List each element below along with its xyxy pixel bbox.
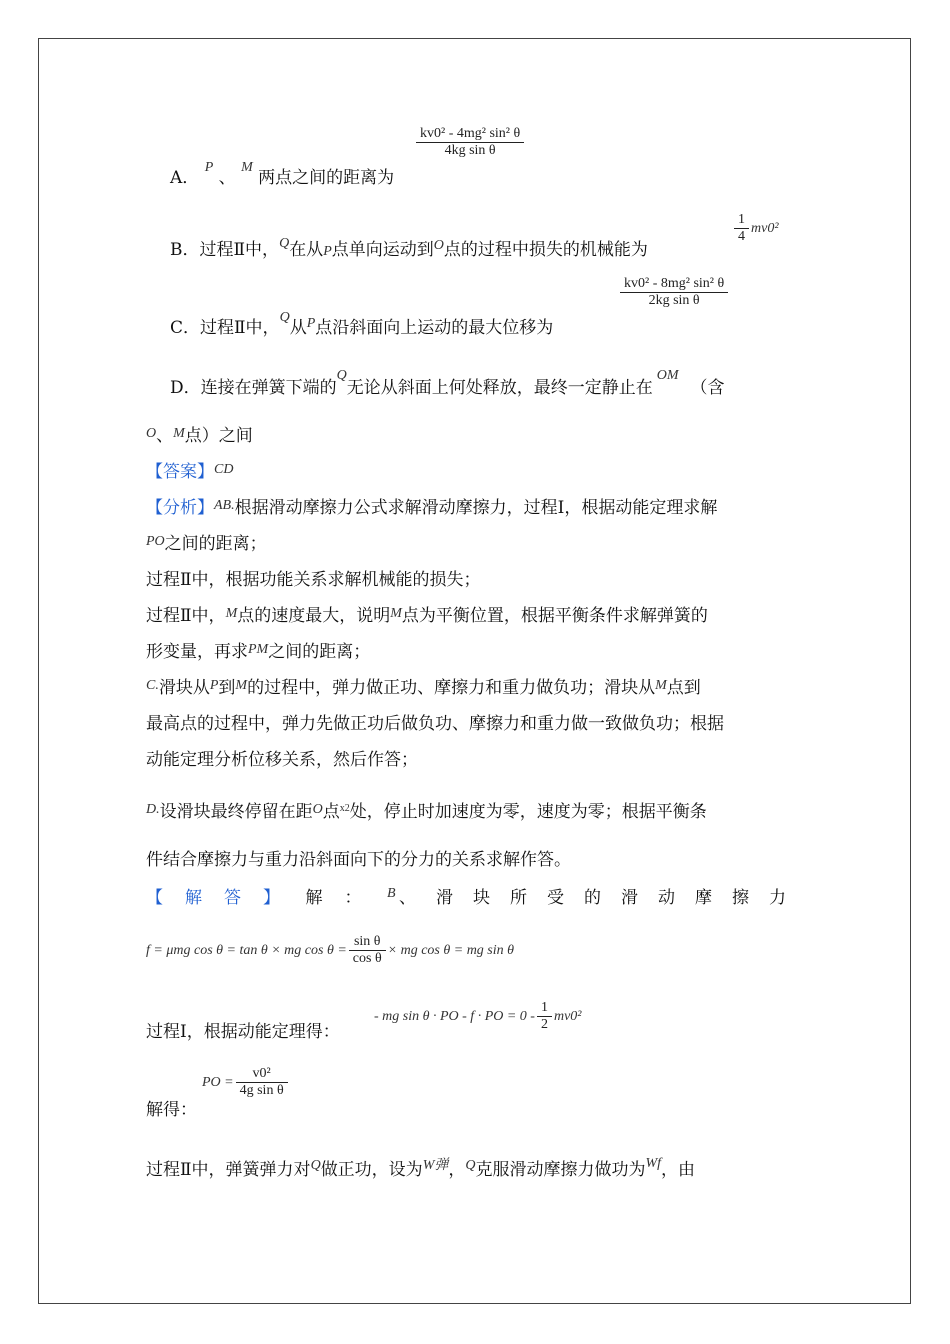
option-c: C．过程Ⅱ中，$^Q$从$^P$点沿斜面向上运动的最大位移为 (170, 310, 554, 338)
solution-line-1: 【解答】 解： B 、滑块所受的滑动摩擦力 (146, 886, 806, 908)
friction-formula: f = μmg cos θ = tan θ × mg cos θ = $\frac{\text{sin θ}}{\text{cos θ}}$ × mg cos θ = mg sin θ (146, 934, 515, 966)
option-b: B．过程Ⅱ中，$^Q$在从P点单向运动到$^O$点的过程中损失的机械能为 (170, 236, 648, 260)
analysis-line-5: 形变量，再求$^{PM}$之间的距离； (146, 642, 371, 662)
option-a-formula: $\frac{\text{kv0² - 4mg² sin² θ}}{\text{4kg sin θ}}$ (416, 126, 524, 159)
solution-last-line: 过程Ⅱ中，弹簧弹力对$^Q$做正功，设为$^{W弹}$，$^Q$克服滑动摩擦力做功为$^{Wf}$，由 (146, 1156, 696, 1180)
option-b-formula: $\frac{1}{4}$ mv0² (734, 212, 779, 245)
option-d-cont: $^O$、$^M$点）之间 (146, 426, 253, 446)
option-c-formula: $\frac{\text{kv0² - 8mg² sin² θ}}{\text{2kg sin θ}}$ (620, 276, 728, 309)
answer: 【答案】$^{CD}$ (146, 462, 234, 482)
analysis-line-4: 过程Ⅱ中，$^M$点的速度最大，说明$^M$点为平衡位置，根据平衡条件求解弹簧的 (146, 606, 708, 626)
process1-formula: - mg sin θ · PO - f · PO = 0 - $\frac{1}{2}$ mv0² (374, 1000, 582, 1032)
solve-text: 解得： (146, 1100, 197, 1120)
option-a: A． $^P$ 、 $^M$ 两点之间的距离为 (170, 160, 395, 188)
analysis-line-8: 动能定理分析位移关系，然后作答； (146, 750, 418, 770)
analysis-line-7: 最高点的过程中，弹力先做正功后做负功、摩擦力和重力做一致做负功；根据 (146, 714, 724, 734)
analysis-line-3: 过程Ⅱ中，根据功能关系求解机械能的损失； (146, 570, 481, 590)
analysis-line-2: $^{PO}$之间的距离； (146, 534, 267, 554)
analysis-line-1: 【分析】$^{AB.}$根据滑动摩擦力公式求解滑动摩擦力，过程Ⅰ，根据动能定理求解 (146, 498, 718, 518)
analysis-line-9: $^{D.}$设滑块最终停留在距$^O$点$^{x2}$处，停止时加速度为零，速度为零；根据平衡条 (146, 802, 707, 822)
analysis-line-10: 件结合摩擦力与重力沿斜面向下的分力的关系求解作答。 (146, 850, 571, 870)
solve-formula: PO = $\frac{\text{v0²}}{\text{4g sin θ}}$ (202, 1066, 288, 1099)
analysis-line-6: $^{C.}$滑块从$^P$到$^M$的过程中，弹力做正功、摩擦力和重力做负功；滑块从$^M$点到 (146, 678, 701, 698)
option-d: D．连接在弹簧下端的$^Q$无论从斜面上何处释放，最终一定静止在$^{OM}$（含 (170, 368, 725, 398)
process1-text: 过程Ⅰ，根据动能定理得： (146, 1022, 340, 1042)
